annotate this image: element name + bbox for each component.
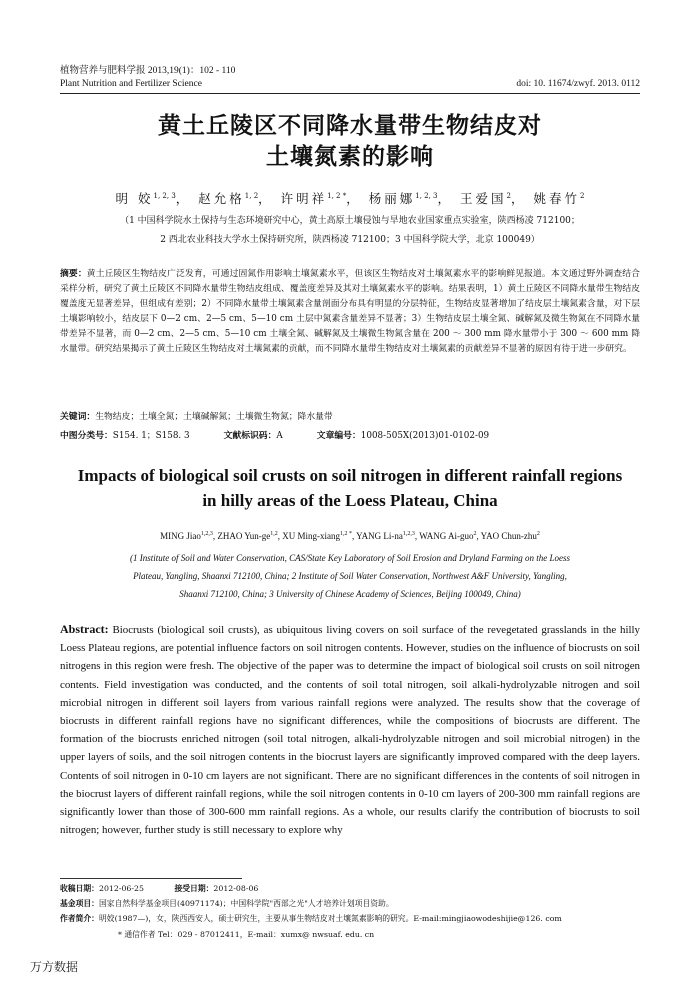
keywords-cn-label: 关键词： [60, 412, 96, 422]
abstract-en-label: Abstract: [60, 622, 109, 636]
affiliations-en [60, 549, 640, 603]
title-en-line1: Impacts of biological soil crusts on soil nitrogen in different rainfall regions [77, 466, 623, 485]
accepted-label: 接受日期： [174, 884, 214, 893]
affiliation-en-line3: Shaanxi 712100, China; 3 University of Chinese Academy of Sciences, Beijing 100049, China) [179, 589, 521, 599]
article-number: 文章编号：1008-505X(2013)01-0102-09 [316, 431, 490, 441]
header-rule [60, 93, 640, 94]
footnote-author: 作者简介：明姣(1987—)，女，陕西西安人，硕士研究生，主要从事生物结皮对土壤氮素影响的研究。E-mail:mingjiaowodeshijie@126. com [60, 914, 562, 923]
abstract-cn [60, 267, 640, 356]
clc-number: 中图分类号：S154. 1；S158. 3 [60, 431, 190, 441]
accepted-date: 2012-08-06 [213, 884, 259, 893]
footnote-dates [60, 882, 640, 896]
title-cn-line1: 黄土丘陵区不同降水量带生物结皮对 [158, 113, 542, 139]
author-en: YANG Li-na$^{1,2,3}$ [356, 531, 415, 541]
affiliation-cn-line1: （1 中国科学院水土保持与生态环境研究中心，黄土高原土壤侵蚀与旱地农业国家重点实验室，陕西杨凌 712100； [120, 216, 580, 226]
title-en-line2: in hilly areas of the Loess Plateau, China [202, 491, 498, 510]
doc-code: 文献标识码：A [223, 431, 283, 441]
abstract-en [60, 620, 640, 839]
affiliation-cn-line2: 2 西北农业科技大学水土保持研究所，陕西杨凌 712100；3 中国科学院大学，北京 100049） [160, 235, 540, 245]
author-cn: 赵允格$^{1, 2}$ [198, 191, 259, 206]
author-cn: 明 姣$^{1, 2, 3}$ [115, 191, 176, 206]
author-cn: 杨丽娜$^{1, 2, 3}$ [368, 191, 438, 206]
author-en: ZHAO Yun-ge$^{1,2}$ [217, 531, 278, 541]
received-date: 2012-06-25 [98, 884, 144, 893]
journal-name-en: Plant Nutrition and Fertilizer Science [60, 79, 202, 89]
author-cn: 许明祥$^{1, 2 *}$ [280, 191, 347, 206]
authors-cn: 明 姣$^{1, 2, 3}$， 赵允格$^{1, 2}$， 许明祥$^{1, 2 *}$， 杨丽娜$^{1, 2, 3}$， 王爱国$^2$， 姚春竹$^2$ [115, 191, 585, 206]
classification-line [60, 428, 640, 441]
watermark: 万方数据 [30, 960, 79, 974]
journal-header-en [60, 79, 640, 89]
authors-en: MING Jiao$^{1,2,3}$, ZHAO Yun-ge$^{1,2}$, XU Ming-xiang$^{1,2 *}$, YANG Li-na$^{1,2,3}$, WANG Ai-guo$^2$, YAO Chun-zhu$^2$ [160, 531, 540, 541]
affiliation-en-line2: Plateau, Yangling, Shaanxi 712100, China; 2 Institute of Soil Water Conservation, Northwest A&F University, Yangling, [133, 571, 567, 581]
keywords-cn-text: 生物结皮；土壤全氮；土壤碱解氮；土壤微生物氮；降水量带 [95, 412, 333, 422]
author-cn: 姚春竹$^2$ [533, 191, 585, 206]
affiliation-en-line1: (1 Institute of Soil and Water Conservation, CAS/State Key Laboratory of Soil Erosion and Dryland Farming on the Loess [129, 553, 571, 563]
received-label: 收稿日期： [60, 884, 99, 893]
abstract-cn-text: 黄土丘陵区生物结皮广泛发育，可通过固氮作用影响土壤氮素水平，但该区生物结皮对土壤氮素水平的影响鲜见报道。本文通过野外调查结合采样分析，研究了黄土丘陵区不同降水量带生物结皮组成、覆盖度差异及其对土壤氮素水平的影响。结果表明，1）黄土丘陵区不同降水量带生物结皮覆盖度无显著差异，但组成有差别；2）不同降水量带土壤氮素含量剖面分布具有明显的分层特征，生物结皮显著增加了结皮层土壤氮素含量，对下层土壤影响较小，结皮层下 0—2 cm、2—5 cm、5—10 cm 土层中氮素含量差异不显著；3）生物结皮层土壤全氮、碱解氮及微生物氮在不同降水量带差异不显著，而 0—2 cm、2—5 cm、5—10 cm 土壤全氮、碱解氮及土壤微生物氮含量在 200 ～ 300 mm 降水量带小于 300 ～ 600 mm 降水量带。研究结果揭示了黄土丘陵区生物结皮对土壤氮素的贡献，而不同降水量带生物结皮对土壤氮素的贡献差异不显著的原因有待于进一步研究。 [60, 269, 640, 354]
author-en: YAO Chun-zhu$^2$ [480, 531, 540, 541]
keywords-cn [60, 409, 640, 422]
footnote-fund: 基金项目：国家自然科学基金项目(40971174)；中国科学院"西部之光"人才培养计划项目资助。 [60, 899, 394, 908]
abstract-en-text: Biocrusts (biological soil crusts), as ubiquitous living covers on soil surface of the revegetated grasslands in the hilly Loess Plateau regions, are potential influence factors on soil nitrogen contents. However, studies on the influence of biocrusts on soil nitrogens in this region were fresh. The objective of the paper was to determine the impact of biological soil crusts on soil nitrogen contents. Field investigation was conducted, and the contents of soil total nitrogen, soil alkali-hydrolyzable nitrogen and soil microbial nitrogen in different soil layers from various rainfall regions were analyzed. The results show that the coverage of biocrusts in different rainfall regions have no significant differences, while the compositions of biocrusts are different. The formation of the biocrusts enriched nitrogen (soil total nitrogen, alkali-hydrolyzable nitrogen and soil microbial nitrogen) in the upper layers of soils, and the soil nitrogen contents in the biocrust layers are significantly improved compared with the deep layers. Contents of soil nitrogen in 0-10 cm layers are not significant. There are no significant differences in the contents of soil nitrogen in the biocrust layers of different rainfall regions, while the soil nitrogen contents in 0-10 cm layers of 200-300 mm rainfall regions are significantly lower than those of 300-600 mm rainfall regions. As a whole, our results clarify the contribution of biocrusts to soil nitrogen; however, further study is still necessary to explore why [60, 624, 640, 837]
journal-citation-cn: 植物营养与肥料学报 2013,19(1)：102 - 110 [60, 66, 236, 76]
author-en: MING Jiao$^{1,2,3}$ [160, 531, 213, 541]
author-cn: 王爱国$^2$ [460, 191, 511, 206]
footnote-rule [60, 878, 242, 879]
author-en: WANG Ai-guo$^2$ [419, 531, 477, 541]
author-en: XU Ming-xiang$^{1,2 *}$ [282, 531, 352, 541]
abstract-cn-label: 摘要： [60, 269, 87, 279]
title-cn-line2: 土壤氮素的影响 [266, 144, 434, 170]
doi[interactable]: doi: 10. 11674/zwyf. 2013. 0112 [516, 79, 640, 89]
footnote-corresponding: * 通信作者 Tel：029 - 87012411，E-mail：xumx@ nwsuaf. edu. cn [118, 930, 375, 939]
